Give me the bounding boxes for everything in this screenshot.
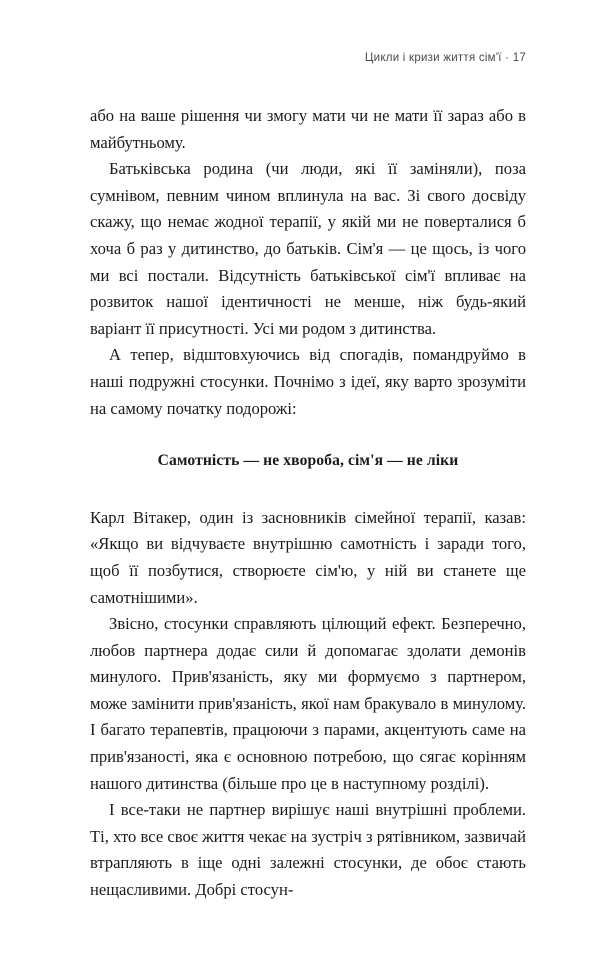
paragraph-whitaker-quote: Карл Вітакер, один із засновників сімейної терапії, казав: «Якщо ви відчуваєте внутрішню самотність і заради того, щоб її позбутися, створюєте сім'ю, у ній ви станете ще самотнішими».: [90, 507, 526, 607]
heading-spacer-bottom: [90, 475, 526, 505]
text-column: [90, 103, 526, 904]
paragraph-continuation: або на ваше рішення чи змогу мати чи не мати її зараз або в майбутньому.: [90, 106, 526, 152]
paragraph-not-partner: І все-таки не партнер вирішує наші внутрішні проблеми. Ті, хто все своє життя чекає на зустріч з рятівником, зазвичай втрапляють в іще одні залежні стосунки, де обоє стають нещасливими. Добрі стосун-: [90, 800, 526, 900]
section-heading: Самотність — не хвороба, сім'я — не ліки: [157, 452, 459, 470]
paragraph-healing-effect: Звісно, стосунки справляють цілющий ефект. Безперечно, любов партнера додає сили й допомагає здолати демонів минулого. Прив'язаність, яку ми формуємо з партнером, може замінити прив'язаність, якої нам бракувало в минулому. І багато терапевтів, працюючи з парами, акцентують саме на прив'язаності, яка є основною потребою, що сягає корінням нашого дитинства (більше про це в наступному розділі).: [90, 614, 526, 793]
running-header: Цикли і кризи життя сім'ї · 17: [364, 52, 526, 64]
heading-spacer-top: [90, 422, 526, 448]
paragraph-journey: А тепер, відштовхуючись від спогадів, помандруймо в наші подружні стосунки. Почнімо з ідеї, яку варто зрозуміти на самому початку подорожі:: [90, 345, 526, 418]
paragraph-parental-family: Батьківська родина (чи люди, які її заміняли), поза сумнівом, певним чином вплинула на вас. Зі свого досвіду скажу, що немає жодної терапії, у якій ми не поверталися б хоча б раз у дитинство, до батьків. Сім'я — це щось, із чого ми всі постали. Відсутність батьківської сім'ї впливає на розвиток нашої ідентичності не менше, ніж будь-який варіант її присутності. Усі ми родом з дитинства.: [90, 159, 526, 338]
